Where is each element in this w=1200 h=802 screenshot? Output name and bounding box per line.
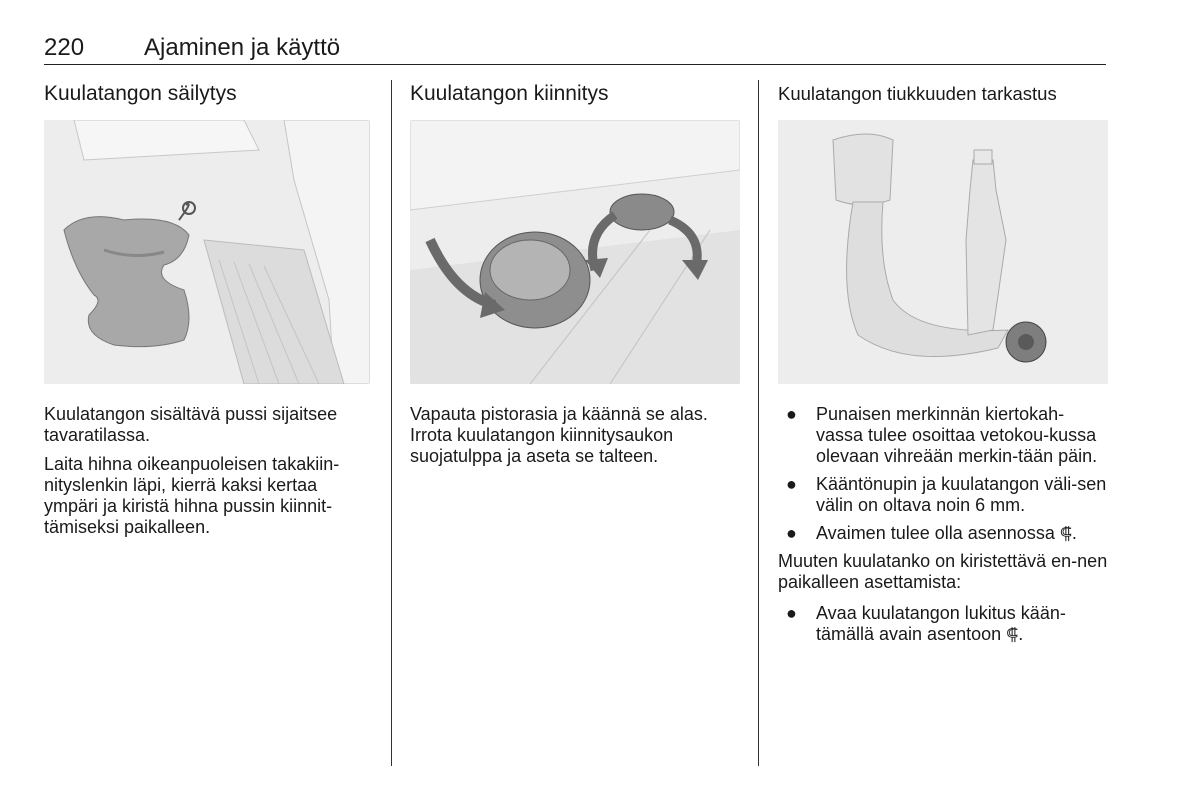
tow-bar-illustration	[778, 120, 1108, 384]
storage-illustration	[44, 120, 370, 384]
column-divider	[758, 80, 759, 766]
socket-illustration	[410, 120, 740, 384]
page-number: 220	[44, 34, 85, 61]
key-position-icon: ⸿	[1059, 524, 1072, 543]
column-tightness-check	[778, 80, 1108, 652]
paragraph: Kuulatangon sisältävä pussi sijaitsee tavaratilassa.	[44, 404, 338, 445]
paragraph: Vapauta pistorasia ja käännä se alas. Irrota kuulatangon kiinnitysaukon suojatulppa ja aseta se talteen.	[410, 404, 708, 466]
bullet-icon: ●	[786, 474, 797, 494]
key-position-icon: ⸿	[1006, 625, 1019, 644]
column-divider	[391, 80, 392, 766]
page-title: Ajaminen ja käyttö	[144, 34, 341, 61]
bullet-icon: ●	[786, 404, 797, 424]
paragraph: Laita hihna oikeanpuoleisen takakiin-nityslenkin läpi, kierrä kaksi kertaa ympäri ja kiristä hihna pussin kiinnit-tämiseksi paikalleen.	[44, 454, 340, 537]
bullet-icon: ●	[786, 523, 797, 543]
action-list	[778, 603, 1108, 645]
list-item: ● Avaimen tulee olla asennossa ⸿.	[786, 523, 1077, 543]
list-item: ● Punaisen merkinnän kiertokah-vassa tulee osoittaa vetokou-kussa olevaan vihreään merkin-tään päin.	[786, 404, 1098, 466]
bullet-icon: ●	[786, 603, 797, 623]
page-header	[44, 30, 1106, 65]
section-heading: Kuulatangon tiukkuuden tarkastus	[778, 83, 1057, 104]
column-storage	[44, 80, 370, 538]
check-list	[778, 404, 1108, 544]
section-heading: Kuulatangon säilytys	[44, 82, 237, 105]
section-heading: Kuulatangon kiinnitys	[410, 82, 609, 105]
list-item: ● Kääntönupin ja kuulatangon väli-sen välin on oltava noin 6 mm.	[786, 474, 1107, 515]
column-attachment	[410, 80, 740, 467]
paragraph: Muuten kuulatanko on kiristettävä en-nen paikalleen asettamista:	[778, 551, 1108, 592]
list-item: ● Avaa kuulatangon lukitus kään-tämällä avain asentoon ⸿.	[786, 603, 1066, 644]
